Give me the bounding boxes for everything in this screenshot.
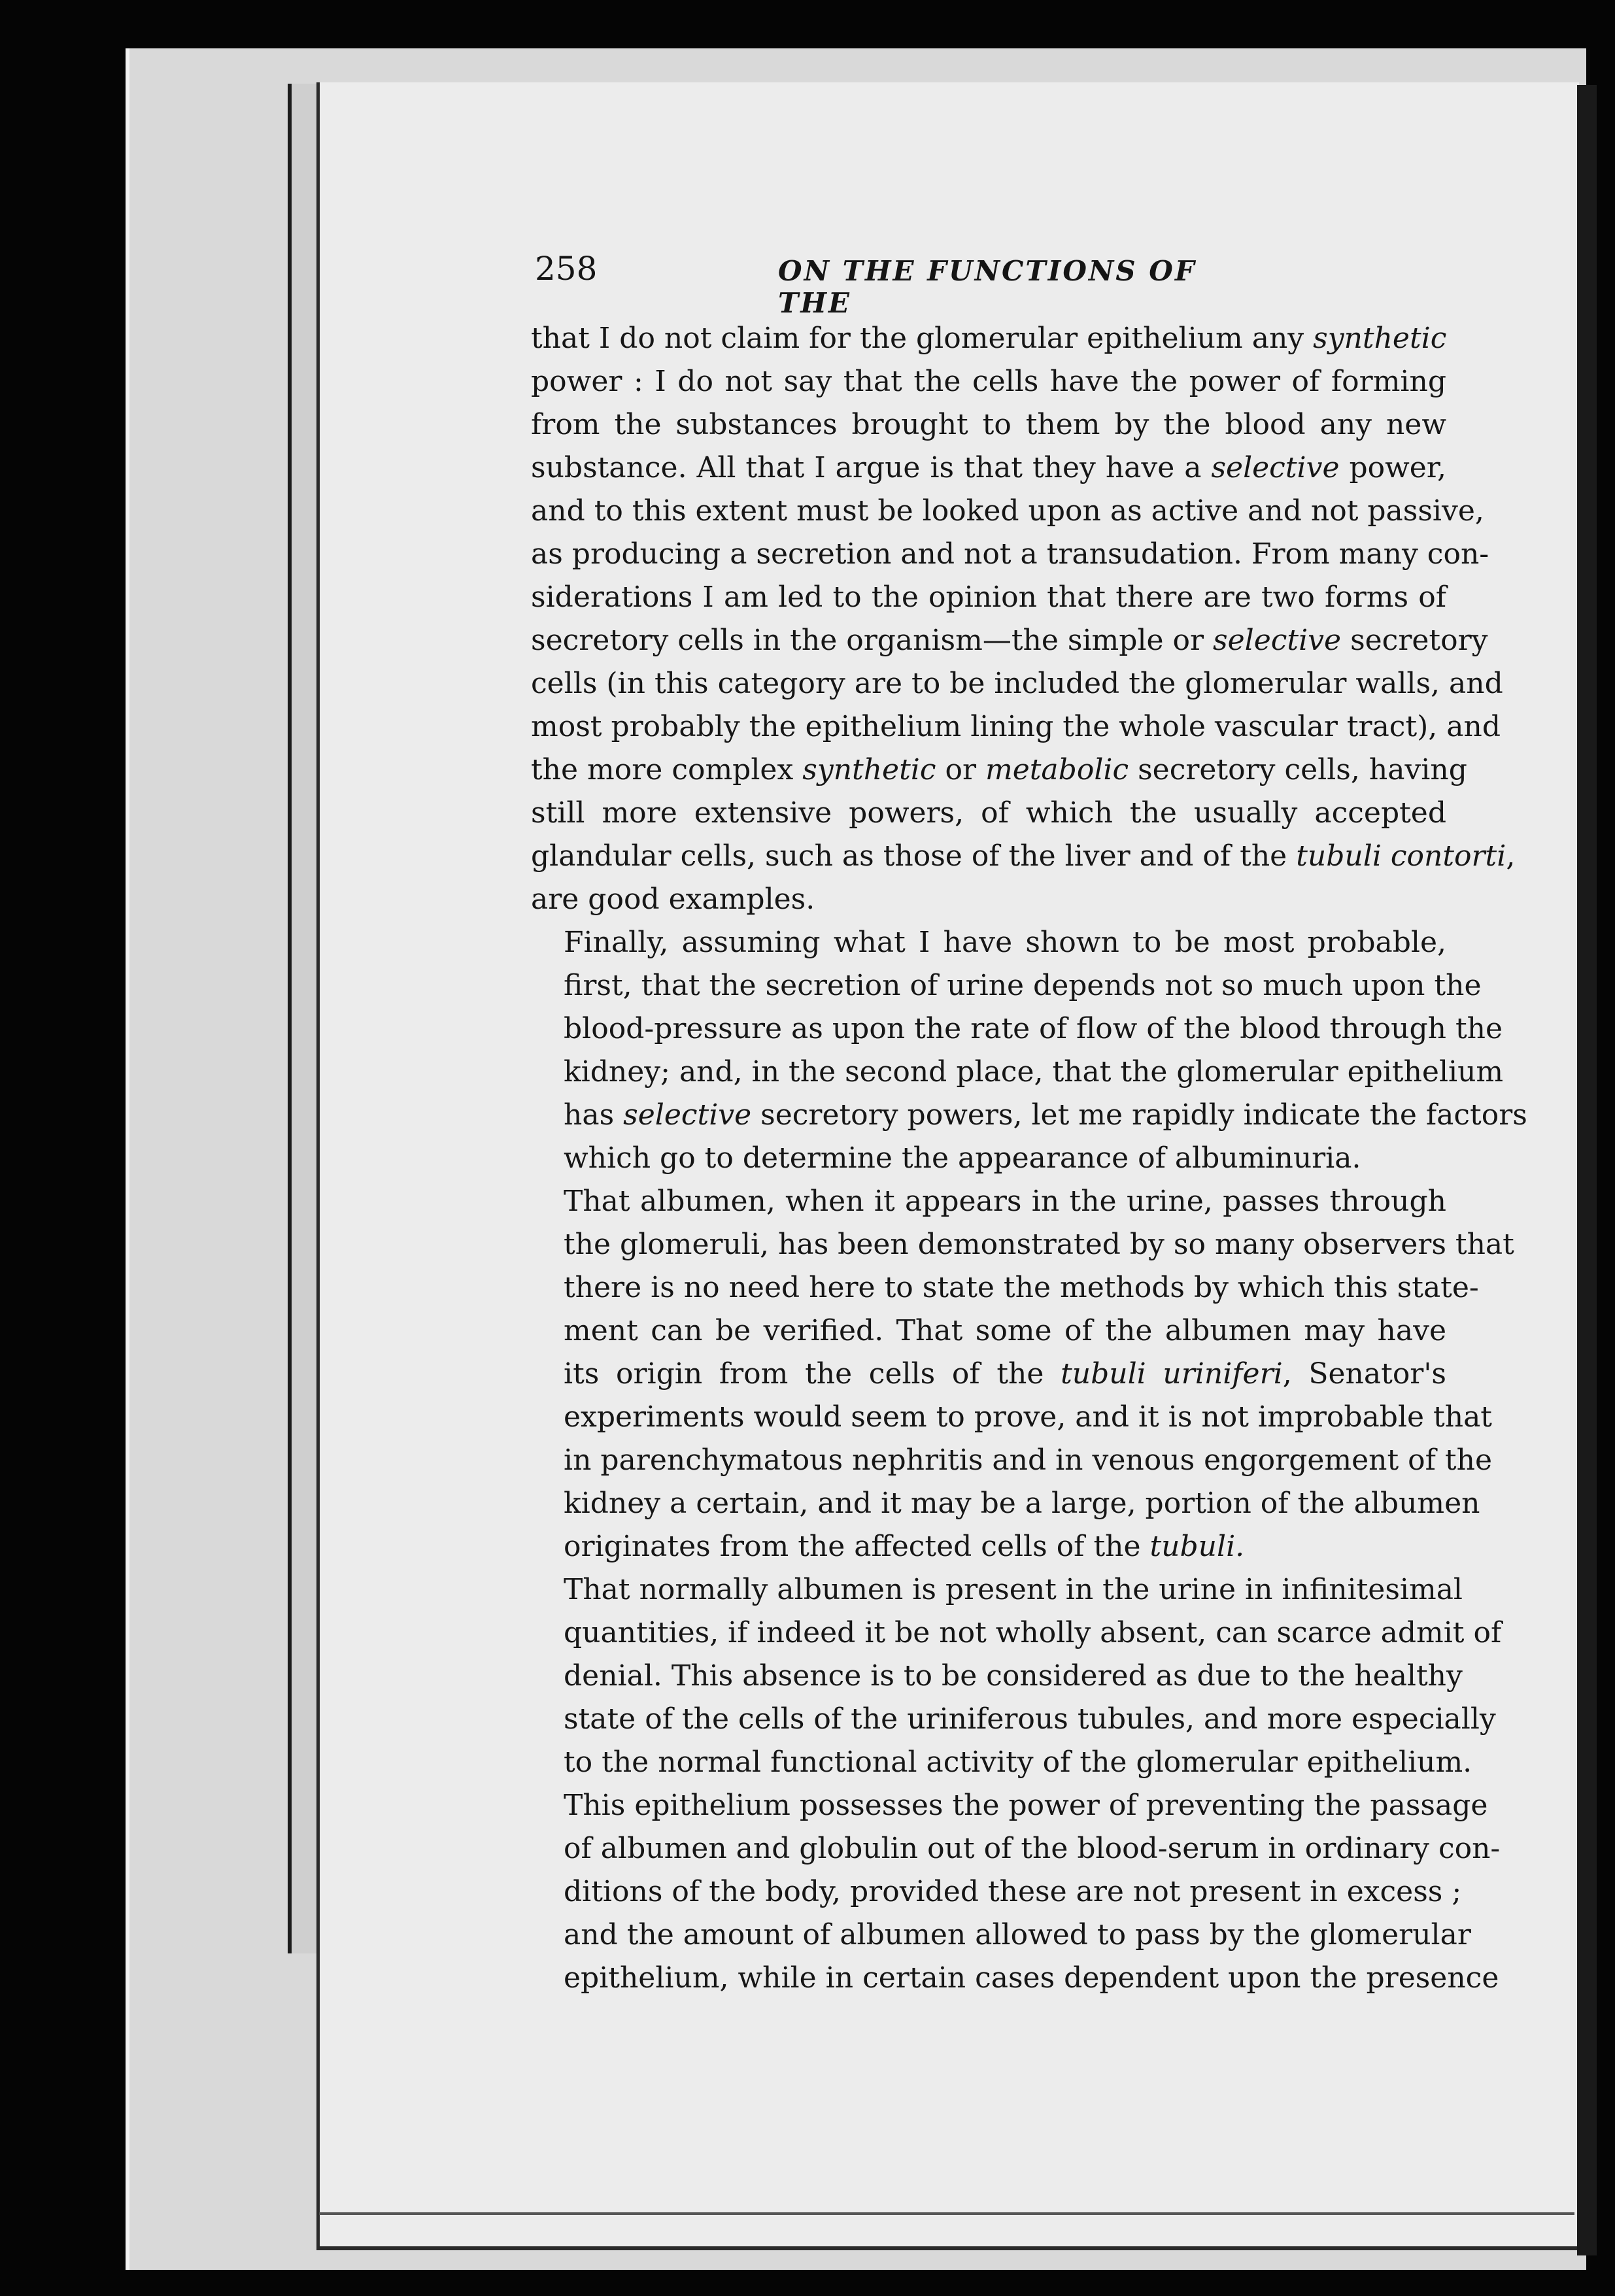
- text-line: in parenchymatous nephritis and in venous engorgement of the: [564, 1443, 1492, 1477]
- text-line: epithelium, while in certain cases dependent upon the presence: [564, 1961, 1499, 1995]
- text-line: and the amount of albumen allowed to pass by the glomerular: [564, 1918, 1471, 1951]
- text-line: glandular cells, such as those of the liver and of the tubuli contorti: [531, 839, 1506, 873]
- text-line: secretory cells in the organism—the simple or selective secretory: [531, 624, 1488, 657]
- binding-shadow: [1577, 85, 1597, 2255]
- text-line: state of the cells of the uriniferous tubules, and more especially: [564, 1702, 1496, 1736]
- text-line: originates from the affected cells of the tubuli.: [564, 1530, 1245, 1563]
- text-line: first, that the secretion of urine depends not so much upon the: [564, 969, 1482, 1002]
- text-line: still more extensive powers, of which the usually accepted: [531, 796, 1446, 830]
- text-line: ditions of the body, provided these are not present in excess ;: [564, 1875, 1462, 1908]
- text-line: Finally, assuming what I have shown to be most probable,: [564, 926, 1446, 959]
- running-head: ON THE FUNCTIONS OF THE: [778, 255, 1197, 319]
- text-line: ment can be verified. That some of the albumen may have: [564, 1314, 1446, 1347]
- text-line: power : I do not say that the cells have the power of forming: [531, 365, 1446, 398]
- text-line: blood-pressure as upon the rate of flow of the blood through the: [564, 1012, 1503, 1045]
- text-line: has selective secretory powers, let me rapidly indicate the factors: [564, 1098, 1527, 1132]
- paragraph: [531, 1180, 1514, 1568]
- text-line: of albumen and globulin out of the blood-serum in ordinary con-: [564, 1832, 1501, 1865]
- page-bottom-edge: [319, 2212, 1574, 2215]
- page-number: 258: [535, 250, 598, 288]
- text-line: from the substances brought to them by the blood any new: [531, 408, 1446, 441]
- paragraph: [531, 317, 1506, 921]
- text-line: which go to determine the appearance of albuminuria.: [564, 1141, 1361, 1175]
- body-text: [531, 317, 1527, 2000]
- text-line: This epithelium possesses the power of preventing the passage: [564, 1789, 1488, 1822]
- text-line: and to this extent must be looked upon as active and not passive,: [531, 494, 1484, 528]
- text-line: kidney a certain, and it may be a large, portion of the albumen: [564, 1487, 1480, 1520]
- text-line: experiments would seem to prove, and it is not improbable that: [564, 1400, 1492, 1434]
- text-line: quantities, if indeed it be not wholly absent, can scarce admit of: [564, 1616, 1502, 1649]
- text-line: substance. All that I argue is that they have a selective power,: [531, 451, 1446, 484]
- text-line: are good examples.: [531, 883, 815, 916]
- text-line: its origin from the cells of the tubuli uriniferi, Senator's: [564, 1357, 1447, 1391]
- text-line: there is no need here to state the methods by which this state-: [564, 1271, 1479, 1304]
- text-line: the more complex synthetic or metabolic secretory cells, having: [531, 753, 1467, 786]
- text-line: cells (in this category are to be included the glomerular walls, and: [531, 667, 1503, 700]
- page-header: [535, 250, 1262, 319]
- text-line: to the normal functional activity of the glomerular epithelium.: [564, 1746, 1472, 1779]
- paragraph: [531, 921, 1527, 1180]
- text-line: That normally albumen is present in the urine in infinitesimal: [564, 1573, 1463, 1606]
- text-line: kidney; and, in the second place, that the glomerular epithelium: [564, 1055, 1504, 1089]
- text-line: siderations I am led to the opinion that there are two forms of: [531, 581, 1446, 614]
- text-line: the glomeruli, has been demonstrated by so many observers that: [564, 1228, 1514, 1261]
- text-line: as producing a secretion and not a transudation. From many con-: [531, 537, 1489, 571]
- text-line: denial. This absence is to be considered as due to the healthy: [564, 1659, 1463, 1693]
- text-line: That albumen, when it appears in the urine, passes through: [564, 1185, 1446, 1218]
- text-line: most probably the epithelium lining the whole vascular tract), and: [531, 710, 1501, 743]
- paragraph: [531, 1568, 1502, 2000]
- text-line: that I do not claim for the glomerular epithelium any synthetic: [531, 322, 1447, 355]
